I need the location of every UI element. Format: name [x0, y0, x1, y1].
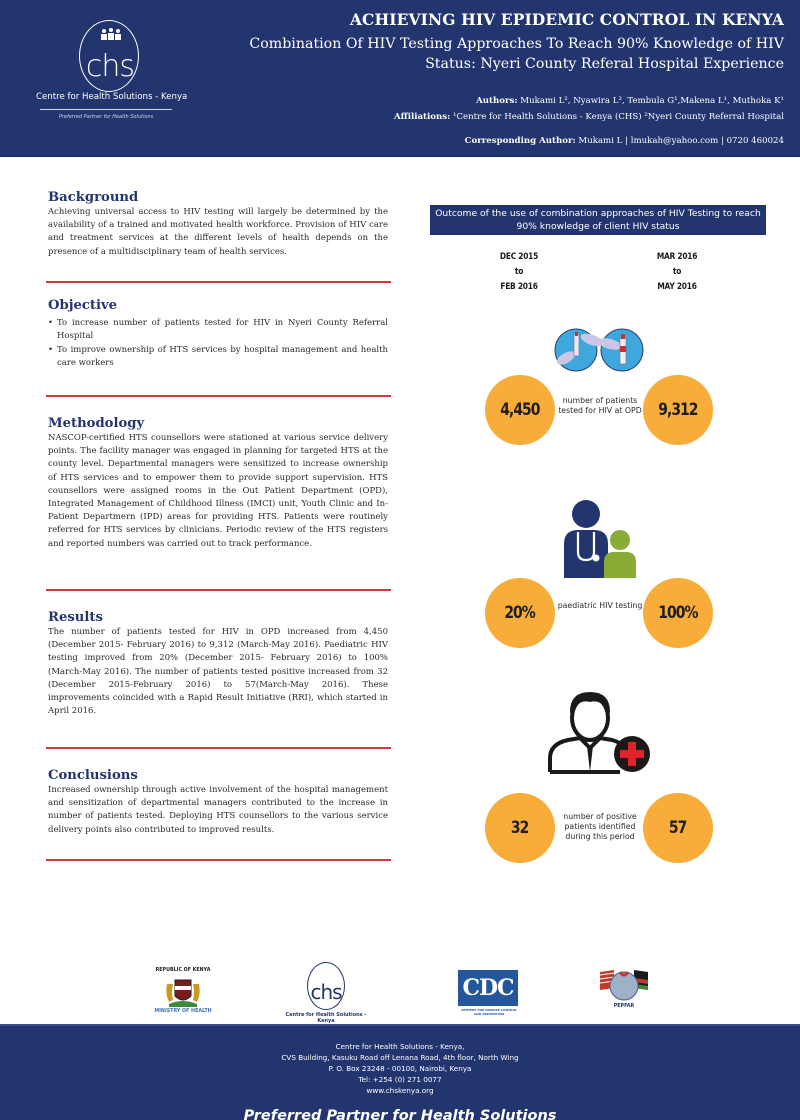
corresponding-author-line — [465, 136, 784, 146]
authors-value: Mukami L², Nyawira L², Tembula G¹,Makena L¹, Muthoka K¹ — [520, 96, 784, 106]
poster-subtitle: Combination Of HIV Testing Approaches To Reach 90% Knowledge of HIV Status: Nyeri County Referal Hospital Experience — [249, 36, 784, 72]
stat-opd-before: 4,450 — [485, 375, 555, 445]
authors-line — [476, 96, 784, 106]
results-section — [48, 610, 388, 718]
methodology-section — [48, 416, 388, 551]
conclusions-heading: Conclusions — [48, 768, 138, 783]
moh-top-text: REPUBLIC OF KENYA — [155, 968, 211, 973]
stat-positive-label: number of positive patients identified during this period — [563, 812, 637, 841]
stat-opd-after: 9,312 — [643, 375, 713, 445]
outcome-title-box: Outcome of the use of combination approaches of HIV Testing to reach 90% knowledge of client HIV status — [430, 205, 766, 235]
footer-line-tel: Tel: +254 (0) 271 0077 — [358, 1075, 442, 1084]
footer-line-pobox: P. O. Box 23248 - 00100, Nairobi, Kenya — [328, 1064, 472, 1073]
period-before-to: to — [514, 267, 524, 277]
stat-paediatric-label: paediatric HIV testing — [557, 601, 643, 610]
logo-mark: chs — [85, 49, 135, 84]
results-text: The number of patients tested for HIV in OPD increased from 4,450 (December 2015- February 2016) to 9,312 (March-May 2016). Paediatric HIV testing improved from 20% (December 2015- February 2016) to 100% (March-May 2016). The number of patients tested positive increased from 32 (December 2015-February 2016) to 57(March-May 2016). These improvements coincided with a Rapid Result Initiative (RRI), which started in April 2016. — [48, 627, 388, 717]
people-icon — [96, 28, 126, 42]
stat-positive-after: 57 — [643, 793, 713, 863]
period-before-end: FEB 2016 — [500, 282, 538, 292]
cdc-mark: CDC — [458, 970, 518, 1006]
logo-divider — [40, 109, 172, 110]
section-divider — [46, 747, 391, 749]
stat-paediatric-before: 20% — [485, 578, 555, 648]
background-heading: Background — [48, 190, 139, 205]
affiliations-label: Affiliations: — [393, 112, 451, 122]
footer-line-website[interactable]: www.chskenya.org — [366, 1086, 434, 1095]
stat-opd-label: number of patients tested for HIV at OPD — [558, 396, 642, 415]
section-divider — [46, 859, 391, 861]
background-text: Achieving universal access to HIV testing will largely be determined by the availability of a trained and motivated health workforce. Provision of HIV care and treatment services at the different levels of health depends on the presence of a multidisciplinary team of health services. — [48, 207, 388, 257]
affiliations-value: ¹Centre for Health Solutions - Kenya (CHS) ²Nyeri County Referral Hospital — [453, 112, 784, 122]
stat-positive-before: 32 — [485, 793, 555, 863]
period-after-to: to — [672, 267, 682, 277]
hiv-test-tube-icon — [552, 328, 646, 372]
conclusions-section — [48, 768, 388, 837]
period-before — [481, 250, 558, 295]
patient-plus-icon — [546, 688, 654, 774]
section-divider — [46, 589, 391, 591]
period-before-start: DEC 2015 — [499, 252, 539, 262]
logo-org-name: Centre for Health Solutions - Kenya — [36, 92, 188, 102]
cdc-logo — [458, 970, 520, 1016]
methodology-heading: Methodology — [48, 416, 145, 431]
corresponding-label: Corresponding Author: — [464, 136, 576, 146]
chs-partner-name: Centre for Health Solutions - Kenya — [285, 1012, 367, 1024]
footer-line-building: CVS Building, Kasuku Road off Lenana Road, 4th floor, North Wing — [281, 1053, 519, 1062]
objective-item: • To increase number of patients tested for HIV in Nyeri County Referral Hospital — [48, 317, 388, 344]
stat-paediatric-after: 100% — [643, 578, 713, 648]
footer-address — [0, 1041, 800, 1096]
pepfar-logo — [596, 966, 652, 1009]
period-after-end: MAY 2016 — [657, 282, 697, 292]
methodology-text: NASCOP-certified HTS counsellors were stationed at various service delivery points. The facility manager was engaged in planning for targeted HTS at the county level. Departmental managers were sensitized to increase ownership of HTS services and to empower them to provide support supervision. HTS counsellors were assigned rooms in the Out Patient Department (OPD), Integrated Management of Childhood Illness (IMCI) unit, Youth Clinic and In-Patient Departmern (IPD) areas for providing HTS. Patients were routinely referred for HTS services by clinicians. Periodic review of the HTS registers and reported numbers was carried out to track performance. — [48, 433, 388, 549]
section-divider — [46, 395, 391, 397]
period-after-start: MAR 2016 — [656, 252, 698, 262]
doctor-child-icon — [562, 498, 636, 578]
footer-slogan: Preferred Partner for Health Solutions — [243, 1108, 557, 1120]
kenya-coat-of-arms-icon — [163, 974, 203, 1008]
objective-item: • To improve ownership of HTS services by hospital management and health care workers — [48, 344, 388, 371]
background-section — [48, 190, 388, 259]
objective-section — [48, 298, 388, 370]
period-after — [639, 250, 716, 295]
affiliations-line — [394, 112, 784, 122]
footer-line-org: Centre for Health Solutions - Kenya, — [335, 1042, 465, 1051]
header-banner — [0, 0, 800, 157]
pepfar-name: PEPFAR — [613, 1004, 635, 1009]
logo-tagline: Preferred Partner for Health Solutions — [58, 114, 154, 120]
objective-heading: Objective — [48, 298, 118, 313]
section-divider — [46, 281, 391, 283]
moh-bottom-text: MINISTRY OF HEALTH — [154, 1009, 212, 1014]
footer — [0, 1024, 800, 1120]
cdc-subtitle: CENTERS FOR DISEASE CONTROL AND PREVENTION — [461, 1008, 517, 1016]
pepfar-globe-icon — [598, 966, 650, 1004]
conclusions-text: Increased ownership through active involvement of the hospital management and sensitization of departmental managers contributed to the increase in number of patients tested. Deploying HTS counsellors to the various service delivery points also contributed to improved results. — [48, 785, 388, 835]
chs-partner-logo — [276, 962, 376, 1024]
chs-partner-mark: chs — [310, 980, 342, 1004]
results-heading: Results — [48, 610, 103, 625]
poster-title: ACHIEVING HIV EPIDEMIC CONTROL IN KENYA — [349, 10, 784, 29]
objective-list — [48, 317, 388, 370]
moh-logo — [148, 968, 218, 1014]
authors-label: Authors: — [476, 96, 518, 106]
corresponding-value: Mukami L | lmukah@yahoo.com | 0720 460024 — [578, 136, 784, 146]
chs-logo — [36, 20, 188, 130]
